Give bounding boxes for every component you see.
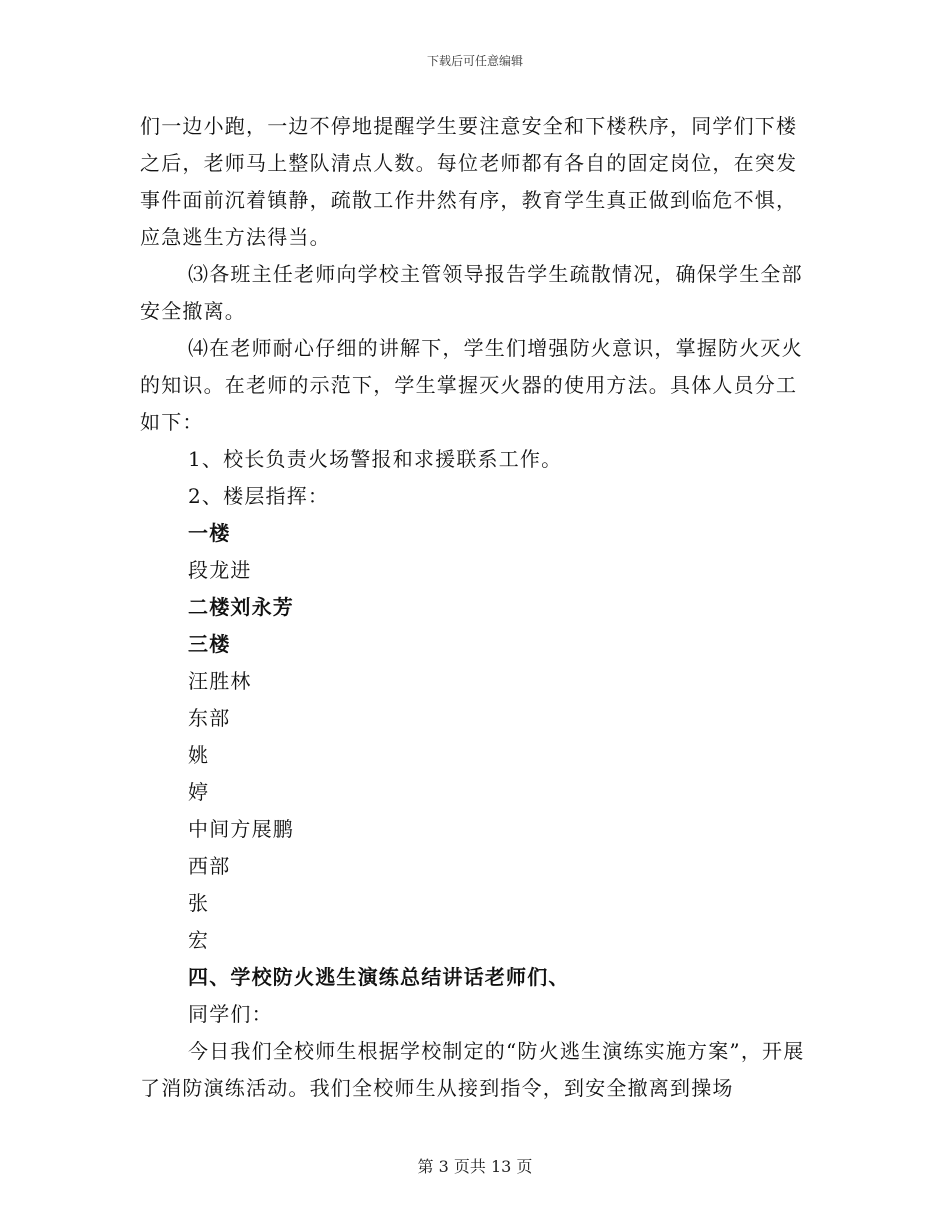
area-label-middle: 中间方展鹏: [188, 817, 294, 841]
list-item-floor-command: 2、楼层指挥：: [188, 484, 330, 508]
paragraph-step-3: ⑶各班主任老师向学校主管领导报告学生疏散情况，确保学生全部安全撤离。: [140, 262, 803, 323]
floor-label-second: 二楼刘永芳: [188, 595, 294, 619]
name-part-hong: 宏: [188, 928, 210, 952]
floor-label-third: 三楼: [188, 632, 231, 656]
floor-person-third: 汪胜林: [188, 669, 252, 693]
page-footer: 第 3 页共 13 页: [417, 1157, 533, 1176]
paragraph-step-4: ⑷在老师耐心仔细的讲解下，学生们增强防火意识，掌握防火灭火的知识。在老师的示范下，学生掌握灭火器的使用方法。具体人员分工如下：: [140, 336, 803, 434]
speech-salutation: 同学们：: [188, 1002, 273, 1026]
speech-paragraph: 今日我们全校师生根据学校制定的“防火逃生演练实施方案”，开展了消防演练活动。我们全校师生从接到指令，到安全撤离到操场: [140, 1039, 805, 1100]
name-part-ting: 婷: [188, 780, 210, 804]
floor-person-first: 段龙进: [188, 558, 252, 582]
area-label-east: 东部: [188, 706, 231, 730]
list-item-principal: 1、校长负责火场警报和求援联系工作。: [188, 447, 563, 471]
name-part-zhang: 张: [188, 891, 210, 915]
floor-label-first: 一楼: [188, 521, 231, 545]
paragraph-evacuation: 们一边小跑，一边不停地提醒学生要注意安全和下楼秩序，同学们下楼之后，老师马上整队清点人数。每位老师都有各自的固定岗位，在突发事件面前沉着镇静，疏散工作井然有序，教育学生真正做到临危不惧，应急逃生方法得当。: [140, 114, 798, 249]
section-heading-four: 四、学校防火逃生演练总结讲话老师们、: [188, 965, 570, 989]
name-part-yao: 姚: [188, 743, 210, 767]
area-label-west: 西部: [188, 854, 231, 878]
page-header: 下载后可任意编辑: [426, 54, 523, 68]
document-body: [140, 108, 808, 1107]
